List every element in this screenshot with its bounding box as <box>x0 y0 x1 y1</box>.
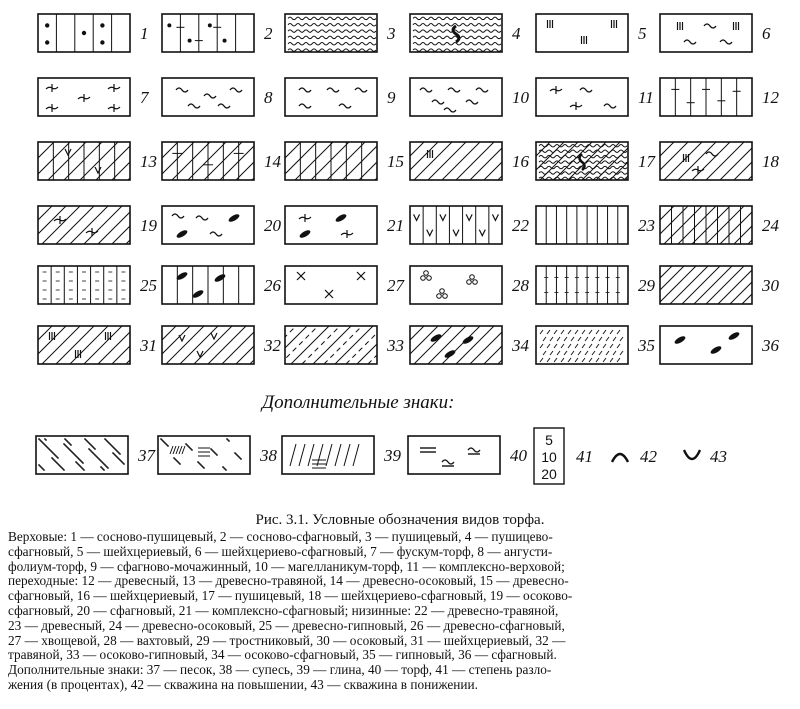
additional-sign-39 <box>282 436 374 474</box>
additional-sign-41 <box>534 428 593 484</box>
symbol-number: 31 <box>140 336 157 355</box>
peat-symbol-27 <box>285 266 377 304</box>
additional-sign-42 <box>612 447 658 466</box>
additional-signs-heading: Дополнительные знаки: <box>262 392 455 413</box>
symbol-number: 26 <box>264 276 281 295</box>
description-line: сфагновый, 16 — шейхцериевый, 17 — пушицевый, 18 — шейхцериево-сфагновый, 19 — осоково- <box>8 588 573 604</box>
peat-symbol-29 <box>536 266 628 304</box>
peat-symbol-3 <box>285 14 377 52</box>
peat-symbol-2 <box>162 14 254 52</box>
symbol-number: 24 <box>762 216 779 235</box>
decomposition-value: 5 <box>545 432 553 448</box>
peat-symbol-22 <box>410 206 502 244</box>
symbol-number: 34 <box>512 336 529 355</box>
peat-symbol-31 <box>0 326 192 364</box>
figure-caption: Рис. 3.1. Условные обозначения видов торфа. <box>255 512 545 528</box>
symbol-number: 33 <box>387 336 404 355</box>
decomposition-value: 20 <box>541 466 557 482</box>
symbol-number: 12 <box>762 88 779 107</box>
symbol-number: 37 <box>138 446 155 465</box>
peat-symbol-21 <box>285 206 377 244</box>
symbol-number: 30 <box>762 276 779 295</box>
peat-symbol-23 <box>536 206 628 244</box>
symbol-number: 39 <box>384 446 401 465</box>
symbol-number: 7 <box>140 88 149 107</box>
symbol-number: 11 <box>638 88 654 107</box>
additional-sign-38 <box>158 436 250 474</box>
peat-symbol-20 <box>162 206 254 244</box>
peat-symbol-25 <box>38 266 130 304</box>
peat-symbol-36 <box>660 326 752 364</box>
symbol-number: 2 <box>264 24 273 43</box>
symbol-number: 4 <box>512 24 521 43</box>
symbol-number: 23 <box>638 216 655 235</box>
symbol-number: 42 <box>640 447 657 466</box>
description-line: Верховые: 1 — сосново-пушицевый, 2 — сосново-сфагновый, 3 — пушицевый, 4 — пушицево- <box>8 529 553 544</box>
peat-symbol-19 <box>0 206 192 244</box>
peat-symbol-13 <box>0 142 198 180</box>
symbol-number: 10 <box>512 88 529 107</box>
symbol-number: 19 <box>140 216 157 235</box>
symbol-number: 36 <box>762 336 779 355</box>
symbol-number: 14 <box>264 152 281 171</box>
additional-sign-37 <box>36 436 128 474</box>
symbol-number: 25 <box>140 276 157 295</box>
peat-symbol-26 <box>162 266 254 304</box>
peat-symbol-5 <box>536 14 628 52</box>
peat-symbol-35 <box>536 326 628 364</box>
peat-symbol-7 <box>38 78 130 116</box>
additional-sign-43 <box>684 447 727 466</box>
figure-description <box>8 530 792 693</box>
decomposition-value: 10 <box>541 449 557 465</box>
peat-symbol-6 <box>660 14 752 52</box>
symbol-number: 43 <box>710 447 727 466</box>
peat-symbol-8 <box>162 78 254 116</box>
symbol-number: 15 <box>387 152 404 171</box>
peat-symbol-4 <box>410 14 502 52</box>
peat-symbol-11 <box>536 78 628 116</box>
description-line: сфагновый, 20 — сфагновый, 21 — комплексно-сфагновый; низинные: 22 — древесно-травяной, <box>8 602 559 618</box>
peat-symbol-28 <box>410 266 502 304</box>
peat-symbol-10 <box>410 78 502 116</box>
symbol-number: 38 <box>260 446 277 465</box>
symbol-number: 5 <box>638 24 647 43</box>
peat-symbol-9 <box>285 78 377 116</box>
symbol-number: 35 <box>638 336 655 355</box>
symbol-number: 41 <box>576 447 593 466</box>
additional-sign-40 <box>408 436 500 474</box>
description-line: 27 — хвощевой, 28 — вахтовый, 29 — тростниковый, 30 — осоковый, 31 — шейхцериевый, 32 — <box>8 632 566 648</box>
symbol-number: 28 <box>512 276 529 295</box>
description-line: фолиум-торф, 9 — сфагново-мочажинный, 10 — магелланикум-торф, 11 — комплексно-верховой; <box>8 558 565 574</box>
description-line: переходные: 12 — древесный, 13 — древесно-травяной, 14 — древесно-осоковый, 15 — древесно- <box>8 573 569 589</box>
symbol-number: 13 <box>140 152 157 171</box>
symbol-number: 27 <box>387 276 404 295</box>
peat-symbol-12 <box>660 78 752 116</box>
symbol-number: 18 <box>762 152 779 171</box>
symbol-number: 20 <box>264 216 281 235</box>
description-line: 23 — древесный, 24 — древесно-осоковый, 25 — древесно-гипновый, 26 — древесно-сфагновый, <box>8 617 565 633</box>
symbol-number: 17 <box>638 152 655 171</box>
symbol-number: 1 <box>140 24 149 43</box>
peat-symbol-1 <box>38 14 130 52</box>
symbol-number: 22 <box>512 216 529 235</box>
description-line: жения (в процентах), 42 — скважина на повышении, 43 — скважина в понижении. <box>8 676 478 692</box>
description-line: травяной, 33 — осоково-гипновый, 34 — осоково-сфагновый, 35 — гипновый, 36 — сфагновый. <box>8 647 557 663</box>
symbol-number: 32 <box>264 336 281 355</box>
symbol-number: 9 <box>387 88 396 107</box>
symbol-number: 16 <box>512 152 529 171</box>
symbol-number: 3 <box>387 24 396 43</box>
symbol-number: 8 <box>264 88 273 107</box>
symbol-number: 21 <box>387 216 404 235</box>
symbol-number: 40 <box>510 446 527 465</box>
description-line: Дополнительные знаки: 37 — песок, 38 — супесь, 39 — глина, 40 — торф, 41 — степень разло- <box>8 662 552 678</box>
symbol-number: 6 <box>762 24 771 43</box>
description-line: сфагновый, 5 — шейхцериевый, 6 — шейхцериево-сфагновый, 7 — фускум-торф, 8 — ангусти- <box>8 543 553 559</box>
symbol-number: 29 <box>638 276 655 295</box>
